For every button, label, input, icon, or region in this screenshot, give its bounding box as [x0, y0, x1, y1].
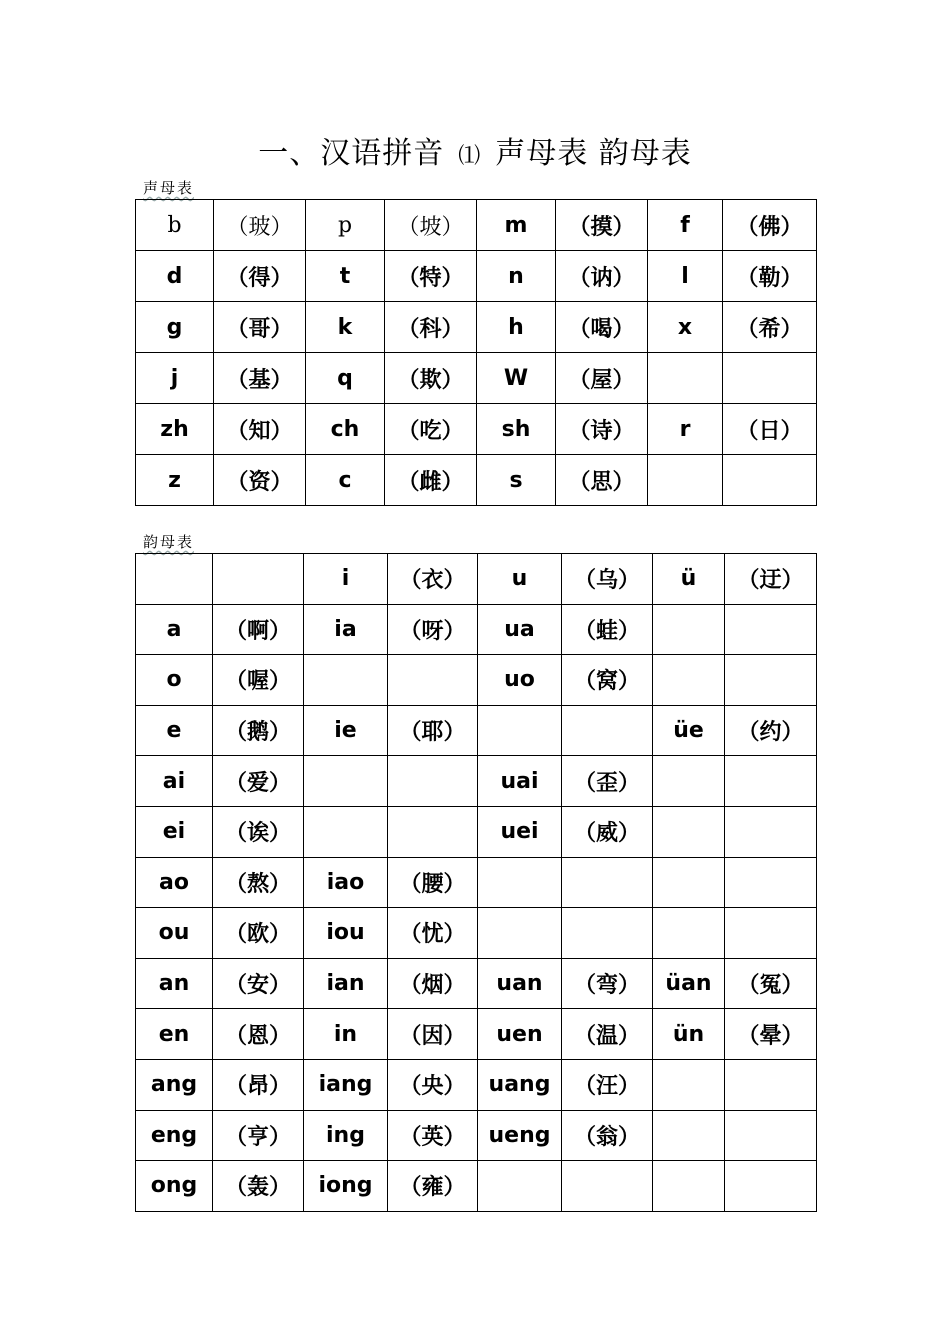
hanzi-cell: （约） [725, 705, 817, 756]
pinyin-cell: an [136, 958, 213, 1009]
pinyin-cell: e [136, 705, 213, 756]
table-row [136, 857, 817, 908]
hanzi-cell: （雌） [385, 455, 477, 506]
pinyin-cell: t [306, 251, 385, 302]
pinyin-cell [653, 655, 725, 706]
pinyin-cell: o [136, 655, 213, 706]
hanzi-cell: （弯） [562, 958, 653, 1009]
pinyin-cell: m [477, 200, 556, 251]
hanzi-cell [388, 655, 478, 706]
table-row [136, 756, 817, 807]
pinyin-cell: ao [136, 857, 213, 908]
pinyin-cell: uen [478, 1009, 562, 1060]
hanzi-cell [725, 1161, 817, 1212]
hanzi-cell: （冤） [725, 958, 817, 1009]
pinyin-cell [478, 857, 562, 908]
pinyin-cell: en [136, 1009, 213, 1060]
hanzi-cell: （诗） [556, 404, 648, 455]
pinyin-cell: n [477, 251, 556, 302]
pinyin-cell: f [648, 200, 723, 251]
hanzi-cell: （迂） [725, 554, 817, 605]
pinyin-cell: ing [304, 1110, 388, 1161]
pinyin-cell: uai [478, 756, 562, 807]
pinyin-cell: üe [653, 705, 725, 756]
hanzi-cell [213, 554, 304, 605]
table-row [136, 554, 817, 605]
title-number: ⑴ [458, 144, 482, 169]
pinyin-cell: u [478, 554, 562, 605]
table-row [136, 1161, 817, 1212]
pinyin-cell [136, 554, 213, 605]
pinyin-cell: eng [136, 1110, 213, 1161]
hanzi-cell: （摸） [556, 200, 648, 251]
hanzi-cell: （诶） [213, 806, 304, 857]
hanzi-cell: （吃） [385, 404, 477, 455]
hanzi-cell [725, 857, 817, 908]
hanzi-cell: （希） [723, 302, 817, 353]
hanzi-cell: （欧） [213, 908, 304, 959]
table-row [136, 655, 817, 706]
hanzi-cell: （轰） [213, 1161, 304, 1212]
hanzi-cell: （雍） [388, 1161, 478, 1212]
hanzi-cell: （思） [556, 455, 648, 506]
hanzi-cell: （翁） [562, 1110, 653, 1161]
table-row [136, 705, 817, 756]
hanzi-cell: （讷） [556, 251, 648, 302]
pinyin-cell: sh [477, 404, 556, 455]
pinyin-cell: ü [653, 554, 725, 605]
hanzi-cell: （哥） [214, 302, 306, 353]
pinyin-cell [478, 908, 562, 959]
pinyin-cell: W [477, 353, 556, 404]
hanzi-cell [562, 908, 653, 959]
hanzi-cell: （蛙） [562, 604, 653, 655]
pinyin-cell: uo [478, 655, 562, 706]
pinyin-cell: ong [136, 1161, 213, 1212]
initials-table [135, 199, 817, 506]
pinyin-cell: ai [136, 756, 213, 807]
table-row [136, 958, 817, 1009]
hanzi-cell: （因） [388, 1009, 478, 1060]
hanzi-cell: （英） [388, 1110, 478, 1161]
hanzi-cell [725, 604, 817, 655]
pinyin-cell [304, 806, 388, 857]
hanzi-cell: （啊） [213, 604, 304, 655]
pinyin-cell [653, 806, 725, 857]
pinyin-cell: iou [304, 908, 388, 959]
pinyin-cell: l [648, 251, 723, 302]
hanzi-cell [725, 806, 817, 857]
pinyin-cell: ueng [478, 1110, 562, 1161]
hanzi-cell [725, 1059, 817, 1110]
pinyin-cell: in [304, 1009, 388, 1060]
pinyin-cell [304, 756, 388, 807]
pinyin-cell: ou [136, 908, 213, 959]
hanzi-cell: （威） [562, 806, 653, 857]
hanzi-cell: （汪） [562, 1059, 653, 1110]
table-row [136, 200, 817, 251]
table-row [136, 1059, 817, 1110]
table-row [136, 455, 817, 506]
pinyin-cell [478, 1161, 562, 1212]
hanzi-cell: （基） [214, 353, 306, 404]
hanzi-cell: （玻） [214, 200, 306, 251]
hanzi-cell: （腰） [388, 857, 478, 908]
pinyin-cell: s [477, 455, 556, 506]
hanzi-cell: （勒） [723, 251, 817, 302]
hanzi-cell: （亨） [213, 1110, 304, 1161]
table-row [136, 604, 817, 655]
hanzi-cell: （昂） [213, 1059, 304, 1110]
hanzi-cell: （特） [385, 251, 477, 302]
table-row [136, 1110, 817, 1161]
hanzi-cell: （喔） [213, 655, 304, 706]
hanzi-cell: （日） [723, 404, 817, 455]
pinyin-cell [653, 857, 725, 908]
pinyin-cell: a [136, 604, 213, 655]
hanzi-cell [562, 1161, 653, 1212]
hanzi-cell: （歪） [562, 756, 653, 807]
pinyin-cell: z [136, 455, 214, 506]
hanzi-cell [723, 455, 817, 506]
hanzi-cell: （得） [214, 251, 306, 302]
pinyin-cell: iao [304, 857, 388, 908]
hanzi-cell [723, 353, 817, 404]
pinyin-cell: d [136, 251, 214, 302]
hanzi-cell: （科） [385, 302, 477, 353]
pinyin-cell: k [306, 302, 385, 353]
hanzi-cell: （坡） [385, 200, 477, 251]
hanzi-cell: （呀） [388, 604, 478, 655]
pinyin-cell: üan [653, 958, 725, 1009]
pinyin-cell: ang [136, 1059, 213, 1110]
finals-caption: 韵母表 [143, 533, 195, 551]
pinyin-cell [653, 1059, 725, 1110]
pinyin-cell [653, 604, 725, 655]
hanzi-cell: （屋） [556, 353, 648, 404]
hanzi-cell: （恩） [213, 1009, 304, 1060]
pinyin-cell: b [136, 200, 214, 251]
hanzi-cell: （窝） [562, 655, 653, 706]
table-row [136, 302, 817, 353]
pinyin-cell [648, 455, 723, 506]
hanzi-cell: （佛） [723, 200, 817, 251]
hanzi-cell: （乌） [562, 554, 653, 605]
hanzi-cell: （烟） [388, 958, 478, 1009]
hanzi-cell [725, 655, 817, 706]
pinyin-cell: g [136, 302, 214, 353]
pinyin-cell: iong [304, 1161, 388, 1212]
pinyin-cell: uan [478, 958, 562, 1009]
pinyin-cell [648, 353, 723, 404]
pinyin-cell [653, 1110, 725, 1161]
hanzi-cell [562, 705, 653, 756]
hanzi-cell [725, 756, 817, 807]
title-sub: 声母表 韵母表 [495, 136, 692, 171]
hanzi-cell: （温） [562, 1009, 653, 1060]
hanzi-cell: （晕） [725, 1009, 817, 1060]
pinyin-cell [653, 756, 725, 807]
pinyin-cell: iang [304, 1059, 388, 1110]
hanzi-cell: （耶） [388, 705, 478, 756]
pinyin-cell: ün [653, 1009, 725, 1060]
pinyin-cell [304, 655, 388, 706]
page-title [0, 128, 950, 172]
pinyin-cell: i [304, 554, 388, 605]
hanzi-cell: （衣） [388, 554, 478, 605]
table-row [136, 353, 817, 404]
hanzi-cell: （喝） [556, 302, 648, 353]
table-row [136, 1009, 817, 1060]
pinyin-cell: ei [136, 806, 213, 857]
pinyin-cell: ia [304, 604, 388, 655]
hanzi-cell: （鹅） [213, 705, 304, 756]
pinyin-cell: ch [306, 404, 385, 455]
hanzi-cell: （知） [214, 404, 306, 455]
pinyin-cell [478, 705, 562, 756]
table-row [136, 251, 817, 302]
pinyin-cell: uang [478, 1059, 562, 1110]
table-row [136, 806, 817, 857]
hanzi-cell: （资） [214, 455, 306, 506]
pinyin-cell [653, 1161, 725, 1212]
pinyin-cell [653, 908, 725, 959]
finals-table [135, 553, 817, 1212]
pinyin-cell: r [648, 404, 723, 455]
hanzi-cell [562, 857, 653, 908]
table-row [136, 908, 817, 959]
hanzi-cell: （央） [388, 1059, 478, 1110]
table-row [136, 404, 817, 455]
hanzi-cell [725, 1110, 817, 1161]
pinyin-cell: h [477, 302, 556, 353]
hanzi-cell [388, 806, 478, 857]
pinyin-cell: ie [304, 705, 388, 756]
hanzi-cell: （欺） [385, 353, 477, 404]
pinyin-cell: uei [478, 806, 562, 857]
hanzi-cell [388, 756, 478, 807]
initials-caption: 声母表 [143, 179, 195, 197]
title-main: 一、汉语拼音 [258, 136, 445, 171]
pinyin-cell: j [136, 353, 214, 404]
pinyin-cell: ua [478, 604, 562, 655]
pinyin-cell: q [306, 353, 385, 404]
pinyin-cell: p [306, 200, 385, 251]
pinyin-cell: ian [304, 958, 388, 1009]
hanzi-cell: （忧） [388, 908, 478, 959]
pinyin-cell: x [648, 302, 723, 353]
hanzi-cell: （熬） [213, 857, 304, 908]
pinyin-cell: c [306, 455, 385, 506]
hanzi-cell: （安） [213, 958, 304, 1009]
pinyin-cell: zh [136, 404, 214, 455]
hanzi-cell: （爱） [213, 756, 304, 807]
hanzi-cell [725, 908, 817, 959]
